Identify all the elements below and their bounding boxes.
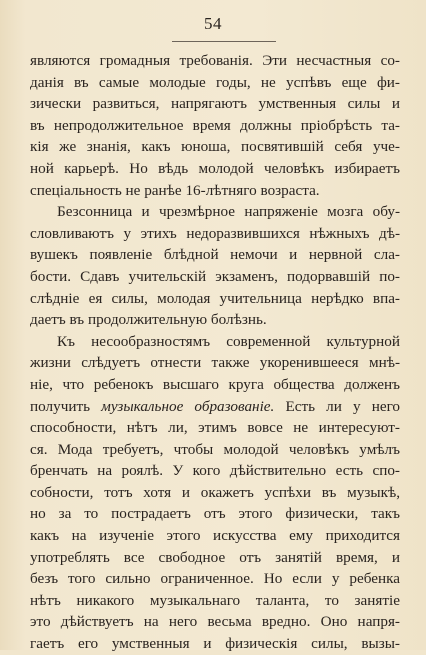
text-fragment: Есть ли у него [285, 397, 401, 415]
text-line: въ непродолжительное время должны пріобрѣсть та- [30, 116, 400, 134]
page-number: 54 [204, 14, 222, 33]
text-line: слѣдніе ея силы, молодая учительница нерѣдко впа- [30, 289, 400, 307]
text-line: безъ того сильно ограниченное. Но если у ребенка [30, 570, 400, 588]
text-line: словливаютъ у этихъ недоразвившихся нѣжныхъ дѣ- [30, 224, 400, 242]
paragraph-start-line: Безсонница и чрезмѣрное напряженіе мозга обу- [57, 203, 400, 221]
text-fragment: получить [30, 397, 91, 415]
header-rule [172, 41, 276, 42]
text-line: жизни слѣдуетъ отнести также укоренившееся мнѣ- [30, 354, 400, 372]
text-line: бости. Сдавъ учительскій экзаменъ, подорвавшій по- [30, 267, 400, 285]
text-line: собности, тотъ хотя и окажетъ успѣхи въ музыкѣ, [30, 483, 400, 501]
italic-phrase: музыкальное образованіе. [101, 397, 275, 415]
text-line: данія въ самые молодые годы, не успѣвъ еще фи- [30, 73, 400, 91]
text-line: зически развиться, напрягаютъ умственныя силы и [30, 95, 400, 113]
text-line: ніе, что ребенокъ высшаго круга общества долженъ [30, 375, 400, 393]
text-line: ся. Мода требуетъ, чтобы молодой человѣкъ умѣлъ [30, 440, 400, 458]
text-line: какъ на изученіе этого искусства ему приходится [30, 527, 400, 545]
text-line: спеціальность не ранѣе 16-лѣтняго возраста. [30, 181, 320, 199]
text-line: способности, нѣтъ ли, этимъ вовсе не интересуют- [30, 419, 400, 437]
text-line: бренчать на роялѣ. У кого дѣйствительно есть спо- [30, 462, 400, 480]
text-line: нѣтъ никакого музыкальнаго таланта, то занятіе [30, 591, 400, 609]
text-line: являются громадныя требованія. Эти несчастныя со- [30, 52, 400, 69]
text-line: но за то пострадаетъ отъ этого физически, такъ [30, 505, 400, 523]
text-line: это дѣйствуетъ на него весьма вредно. Оно напря- [30, 613, 400, 631]
text-line: кія же знанія, какъ юноша, посвятившій себя уче- [30, 138, 400, 156]
text-line-with-italic [30, 396, 400, 418]
text-line: употреблять все свободное отъ занятій время, и [30, 548, 400, 566]
text-line: вушекъ появленіе блѣдной немочи и нервной сла- [30, 246, 400, 264]
text-line: ной карьерѣ. Но вѣдь молодой человѣкъ избираетъ [30, 159, 400, 177]
paragraph-start-line: Къ несообразностямъ современной культурной [57, 332, 400, 350]
text-line: даетъ въ продолжительную болѣзнь. [30, 311, 267, 329]
body-text [30, 50, 400, 655]
text-line: гаетъ его умственныя и физическія силы, вызы- [30, 635, 400, 653]
